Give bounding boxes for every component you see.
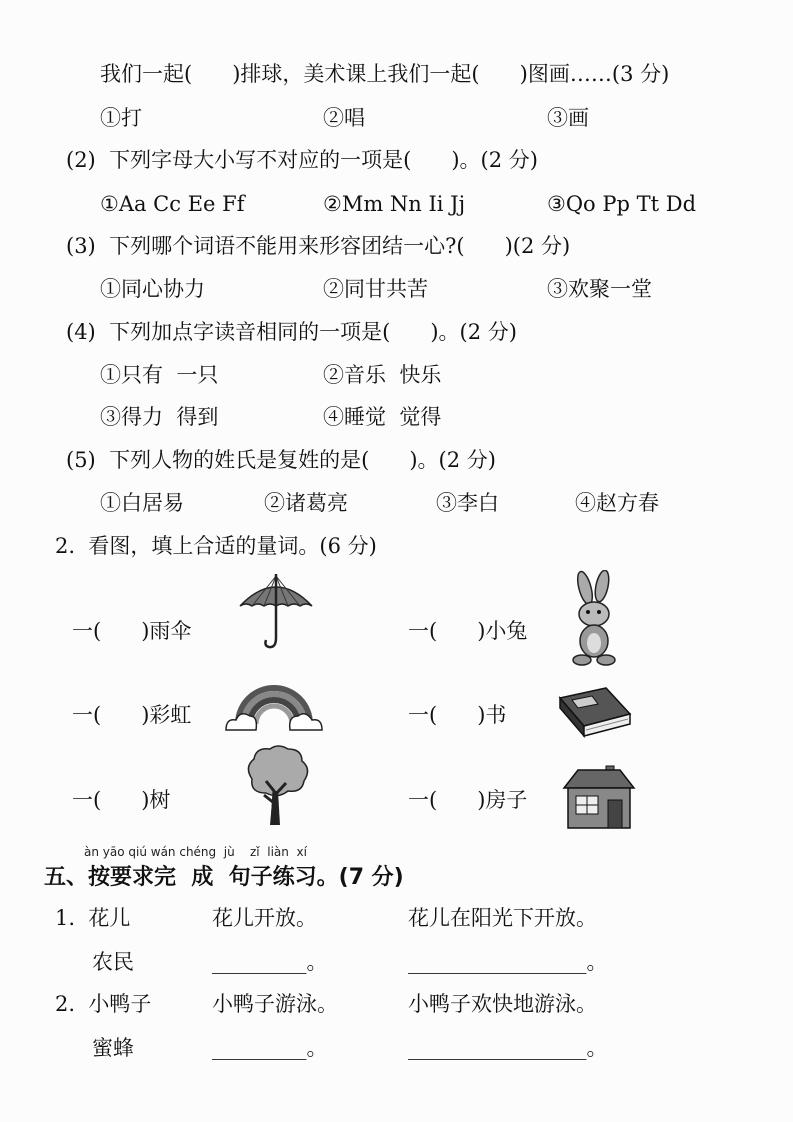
item-rabbit: 一( )小兔 [408,619,528,643]
row1-label: 1. 花儿 [55,906,131,930]
q3-option-1: ①同心协力 [100,277,205,301]
q4-stem: (4) 下列加点字读音相同的一项是( )。(2 分) [66,320,517,344]
q3-stem: (3) 下列哪个词语不能用来形容团结一心?( )(2 分) [66,234,571,258]
q1-line: 我们一起( )排球，美术课上我们一起( )图画……(3 分) [100,62,670,86]
q1-option-2: ②唱 [323,106,365,130]
q2-option-3: ③Qo Pp Tt Dd [547,192,697,216]
row1-task: 农民 [92,950,134,974]
tree-icon [242,745,312,829]
row2-label: 2. 小鸭子 [55,992,152,1016]
rainbow-icon [224,676,324,734]
item-rainbow: 一( )彩虹 [72,703,192,727]
q5-option-4: ④赵方春 [575,491,659,515]
row1-answer1[interactable]: _________。 [212,950,328,974]
item-umbrella: 一( )雨伞 [72,619,192,643]
q3-option-3: ③欢聚一堂 [547,277,652,301]
item-book: 一( )书 [408,703,507,727]
q2-option-2: ②Mm Nn Ii Jj [323,192,466,216]
umbrella-icon [236,572,316,652]
q2-stem: (2) 下列字母大小写不对应的一项是( )。(2 分) [66,148,538,172]
row2-example2: 小鸭子欢快地游泳。 [408,992,597,1016]
row1-example1: 花儿开放。 [212,906,317,930]
section5-title: 五、按要求完 成 句子练习。(7 分) [44,865,404,890]
q4-option-4: ④睡觉 觉得 [323,405,442,429]
q4-option-3: ③得力 得到 [100,405,219,429]
q2-option-1: ①Aa Cc Ee Ff [100,192,245,216]
q4-option-2: ②音乐 快乐 [323,363,442,387]
section5-pinyin: àn yāo qiú wán chéng jù zǐ liàn xí [84,845,307,859]
row1-example2: 花儿在阳光下开放。 [408,906,597,930]
q1-option-1: ①打 [100,106,142,130]
row2-task: 蜜蜂 [92,1036,134,1060]
book-icon [554,686,634,744]
house-icon [562,762,636,830]
row1-answer2[interactable]: _________________。 [408,950,608,974]
q4-option-1: ①只有 一只 [100,363,219,387]
q1-option-3: ③画 [547,106,589,130]
q5-option-1: ①白居易 [100,491,184,515]
item-tree: 一( )树 [72,788,171,812]
item-house: 一( )房子 [408,788,528,812]
part2-title: 2. 看图，填上合适的量词。(6 分) [55,534,377,558]
row2-answer1[interactable]: _________。 [212,1036,328,1060]
q3-option-2: ②同甘共苦 [323,277,428,301]
row2-answer2[interactable]: _________________。 [408,1036,608,1060]
q5-stem: (5) 下列人物的姓氏是复姓的是( )。(2 分) [66,448,496,472]
q5-option-2: ②诸葛亮 [264,491,348,515]
rabbit-icon [560,570,632,668]
q5-option-3: ③李白 [436,491,499,515]
row2-example1: 小鸭子游泳。 [212,992,338,1016]
